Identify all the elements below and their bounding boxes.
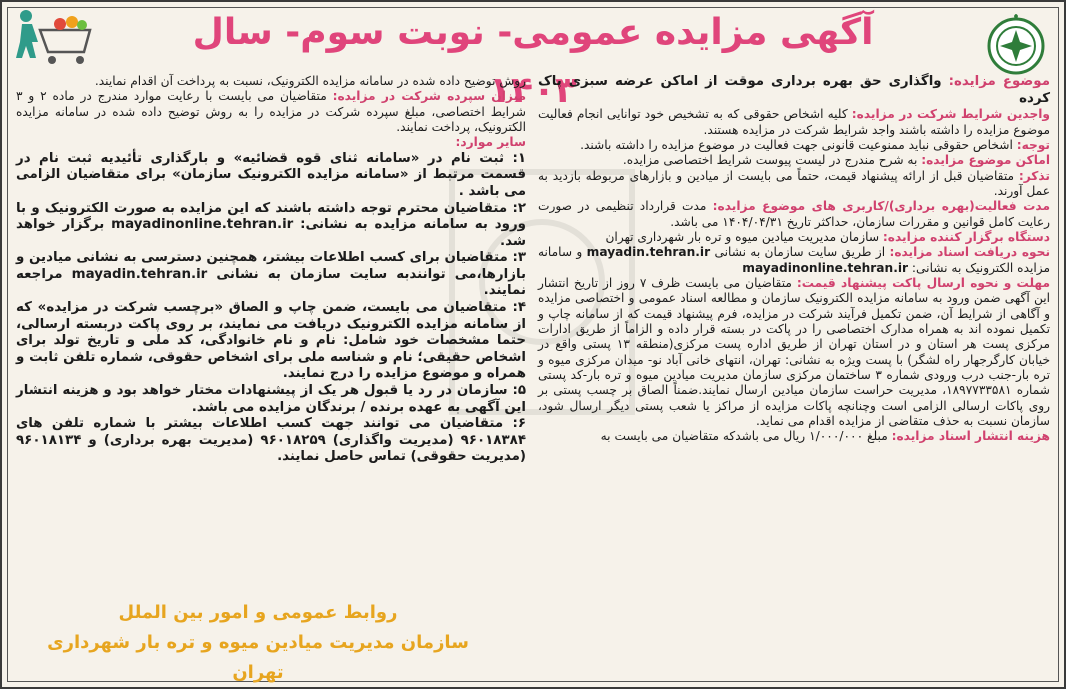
conditions-paragraph [538, 107, 1050, 138]
subject-paragraph [538, 74, 1050, 107]
item-2 [16, 201, 526, 251]
subject-label: موضوع مزایده: [948, 74, 1050, 89]
organizer-label: دستگاه برگزار کننده مزایده: [882, 229, 1050, 244]
shopping-cart-icon [10, 8, 94, 68]
tehran-municipality-logo-icon [984, 12, 1048, 76]
item-3-text: ۳: متقاضیان برای کسب اطلاعات بیشتر، همچنین دسترسی به نشانی میادین و بازارها،می توانندبه سایت سازمان به نشانی [16, 250, 527, 282]
item-2-text: ۲: متقاضیان محترم توجه داشته باشند که این مزایده به صورت الکترونیک و با ورود به سامانه مزایده به نشانی: [16, 200, 526, 233]
item-2-site-link[interactable]: mayadinonline.tehran.ir [111, 217, 294, 233]
intro-paragraph [16, 74, 526, 89]
item-4: ۴: متقاضیان می بایست، ضمن چاپ و الصاق «برچسب شرکت در مزایده» که از سامانه مزایده الکترونیک دریافت می نمایند، بر روی پاکت دربسته ارسالی، حتما مشخصات خود شامل: نام و نام خانوادگی، کد ملی و تاریخ تولد برای اشخاص حقیقی؛ نام و شناسه ملی برای اشخاص حقوقی، شماره تلفن ثابت و همراه و موضوع مزایده را درج نمایند. [16, 300, 526, 382]
places-label: اماکن موضوع مزایده: [921, 153, 1050, 168]
deadline-paragraph [538, 276, 1050, 429]
deadline-text: متقاضیان می بایست ظرف ۷ روز از تاریخ انتشار این آگهی ضمن ورود به سامانه مزایده الکترونیک سازمان و مطالعه اسناد عمومی و اختصاصی مزایده و آگاهی از شرایط آن، ضمن تکمیل فرآیند شرکت در مزایده، فرم پیشنهاد قیمت که از سامانه چاپ و تکمیل نموده اند به همراه مدارک اختصاصی را در پاکت در بسته قرار داده و الزاماً از طریق ادارات مرکزی پست هر استان و در استان تهران از طریق اداره پست مرکزی(منطقه ۱۳ پستی واقع در خیابان کارگرجهار راه لشگر) با پست ویژه به نشانی: تهران، انتهای خانی آباد نو- میدان مرکزی میوه و تره بار-جنب درب ورودی شماره ۳ ساختمان مرکزی سازمان مدیریت میادین میوه و تره بار-کد پستی شماره ۱۸۹۷۷۳۳۵۸۱، مدیریت حراست سازمان میادین ارسال نمایند.ضمناً الصاق بر چسب پستی بر روی پاکات ارسالی الزامی است وچنانچه پاکات مزایده از مراکز یا شعب پستی دیگر ارسال شود، سازمان نسبت به حذف متقاضی از مزایده اقدام می نماید. [538, 275, 1051, 429]
reminder-text: متقاضیان قبل از ارائه پیشنهاد قیمت، حتماً می بایست از میادین و بازارهای مربوطه بازدید به عمل آورند. [538, 168, 1050, 198]
note-text: اشخاص حقوقی نباید ممنوعیت قانونی جهت فعالیت در موضوع مزایده را داشته باشند. [580, 137, 1013, 152]
other-label-paragraph [16, 135, 526, 150]
deadline-label: مهلت و نحوه ارسال پاکت پیشنهاد قیمت: [796, 275, 1051, 290]
intro-text: روش توضیح داده شده در سامانه مزایده الکترونیک، نسبت به پرداخت آن اقدام نمایند. [94, 74, 526, 88]
note-label: توجه: [1016, 137, 1050, 152]
item-6: ۶: متقاضیان می توانند جهت کسب اطلاعات بیشتر با شماره تلفن های ۹۶۰۱۸۳۸۴ (مدیریت واگذاری) ۹۶۰۱۸۲۵۹ (مدیریت بهره برداری) و ۹۶۰۱۸۱۳۴ (مدیریت حقوقی) تماس حاصل نمایند. [16, 416, 526, 465]
docs-site2-link[interactable]: mayadinonline.tehran.ir [742, 260, 909, 275]
organizer-paragraph [538, 230, 1050, 245]
page-title: آگهی مزایده عمومی- نوبت سوم- سال ۱۴۰۳ [192, 12, 874, 111]
duration-text: مدت قرارداد تنظیمی در صورت رعایت کامل قوانین و مقررات سازمان، حداکثر تاریخ ۱۴۰۴/۰۴/۳۱ می باشد. [538, 199, 1050, 229]
organizer-text: سازمان مدیریت میادین میوه و تره بار شهرداری تهران [605, 229, 880, 244]
places-paragraph [538, 153, 1050, 168]
item-3-text-2: مراجعه نمایند. [16, 266, 526, 299]
deposit-label: میزان سپرده شرکت در مزایده: [332, 89, 526, 104]
fee-label: هزینه انتشار اسناد مزایده: [891, 429, 1050, 444]
footer-signature [38, 598, 478, 688]
footer-line-1: روابط عمومی و امور بین الملل [118, 602, 398, 623]
places-text: به شرح مندرج در لیست پیوست شرایط اختصاصی مزایده. [622, 153, 918, 168]
reminder-label: تذکر: [1018, 168, 1050, 183]
left-column [16, 74, 526, 466]
duration-paragraph [538, 199, 1050, 230]
duration-label: مدت فعالیت(بهره برداری)/کاربری های موضوع مزایده: [712, 199, 1050, 214]
fee-paragraph [538, 429, 1050, 444]
item-3 [16, 250, 526, 300]
item-3-site-link[interactable]: mayadin.tehran.ir [71, 266, 208, 282]
docs-label: نحوه دریافت اسناد مزایده: [889, 245, 1051, 260]
footer-line-2: سازمان مدیریت میادین میوه و تره بار شهرداری تهران [47, 632, 469, 683]
fee-text: مبلغ ۱/۰۰۰/۰۰۰ ریال می باشدکه متقاضیان می بایست به [600, 429, 888, 444]
right-column [538, 74, 1050, 445]
docs-site-link[interactable]: mayadin.tehran.ir [586, 245, 711, 260]
docs-text-2: و سامانه مزایده الکترونیک به نشانی: [538, 245, 1050, 275]
conditions-label: واجدین شرایط شرکت در مزایده: [851, 107, 1051, 122]
item-1: ۱: ثبت نام در «سامانه ثنای قوه قضائیه» و بارگذاری تأئیدیه ثبت نام در قسمت مرتبط از «سامانه مزایده الکترونیک سازمان» برای متقاضیان الزامی می باشد . [16, 150, 526, 199]
deposit-text: متقاضیان می بایست با رعایت موارد مندرج در ماده ۲ و ۳ شرایط اختصاصی، مبلغ سپرده شرکت در مزایده را به روش توضیح داده شده در سامانه مزایده الکترونیک، پرداخت نمایند. [16, 89, 526, 135]
note-paragraph [538, 138, 1050, 153]
docs-paragraph [538, 245, 1050, 276]
deposit-paragraph [16, 89, 526, 135]
reminder-paragraph [538, 169, 1050, 200]
conditions-text: کلیه اشخاص حقوقی که به تشخیص خود توانایی انجام فعالیت موضوع مزایده را داشته باشند واجد شرایط شرکت در مزایده هستند. [538, 107, 1050, 137]
other-label: سایر موارد: [455, 135, 526, 150]
subject-text: واگذاری حق بهره برداری موقت از اماکن عرضه سبزی پاک کرده [538, 74, 1050, 106]
item-2-text-2: برگزار خواهد شد. [16, 217, 526, 249]
item-5: ۵: سازمان در رد یا قبول هر یک از پیشنهادات مختار خواهد بود و هزینه انتشار این آگهی به عهده برنده / برندگان مزایده می باشد. [16, 383, 526, 415]
docs-text: از طریق سایت سازمان به نشانی [714, 245, 886, 260]
